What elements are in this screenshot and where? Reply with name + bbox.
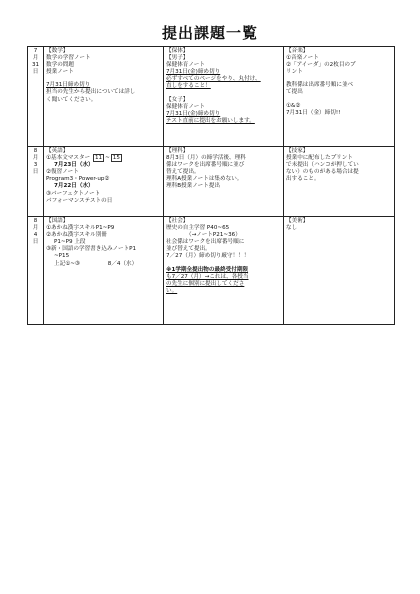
table-row [28, 217, 395, 325]
date-cell: 8 月 4 日 [28, 217, 44, 325]
subject-cell-music: 【音楽】 ①音楽ノート ②「アイーダ」の2枚目のプ リント 教科係は出席番号順に並べ て提出 ①&② 7月31日（金）締切!! [284, 47, 395, 147]
subject-header: 【英語】 [46, 148, 69, 154]
subject-header: 【数学】 [46, 48, 69, 54]
date-cell: 7 月 31 日 [28, 47, 44, 147]
subject-header: 【理科】 [166, 148, 189, 154]
table-row [28, 147, 395, 217]
subject-cell-english: 【英語】 ①基本文マスター 11 ~ 15 7月23日（水） ②復習ノート Program3・Power-up② 7月22日（水） ③パーフェクトノート パフォーマンステストの日 [44, 147, 164, 217]
subject-header: 【社会】 [166, 218, 189, 224]
subject-header: 【技家】 [286, 148, 309, 154]
table-row [28, 47, 395, 147]
subject-cell-japanese: 【国語】 ①あかね漢字スキルP1~P9 ②あかね漢字スキル別冊 P1~P9 上段 ③新・国語の学習書き込みノートP1 ~P15 上記①~③ 8／4（水） [44, 217, 164, 325]
subject-cell-tech-home: 【技家】 授業中に配布したプリント で未提出（ハンコが押してい ない）のものがある場合は提 出すること。 [284, 147, 395, 217]
subject-cell-pe: 【保体】 【男子】 保健体育ノート 7月31日(金)締め切り 必ずすべてのページをやり、丸付け、 直しをすること！ 【女子】 保健体育ノート 7月31日(金)締め切り テスト直前に提出をお願いします。 [164, 47, 284, 147]
subject-header: 【音楽】 [286, 48, 309, 54]
subject-cell-social: 【社会】 歴史の自主学習 P40~65 （→ノートP21~36） 社会係はワークを出席番号順に 並び替えて提出。 7／27（月）締め切り厳守！！！ ※1学期全提出物の最終受付期限 も7／27（月）→これは、各授当 の先生に個別に提出してくださ い。 [164, 217, 284, 325]
subject-header: 【美術】 [286, 218, 309, 224]
subject-cell-science: 【理科】 8月3日（月）の締学活後、理科 係はワークを出席番号順に並び 替えて提出。 理科A授業ノートは集めない。 理科B授業ノート提出 [164, 147, 284, 217]
assignment-table [27, 46, 395, 325]
page-title: 提出課題一覧 [161, 24, 258, 42]
subject-header: 【国語】 [46, 218, 69, 224]
subject-cell-math: 【数学】 数学の学習ノート 数学の問題 授業ノート 7月31日締め切り 担当の先生から提出については詳し く聞いてください。 [44, 47, 164, 147]
date-cell: 8 月 3 日 [28, 147, 44, 217]
subject-cell-art: 【美術】 なし [284, 217, 395, 325]
subject-header: 【保体】 [166, 48, 189, 54]
